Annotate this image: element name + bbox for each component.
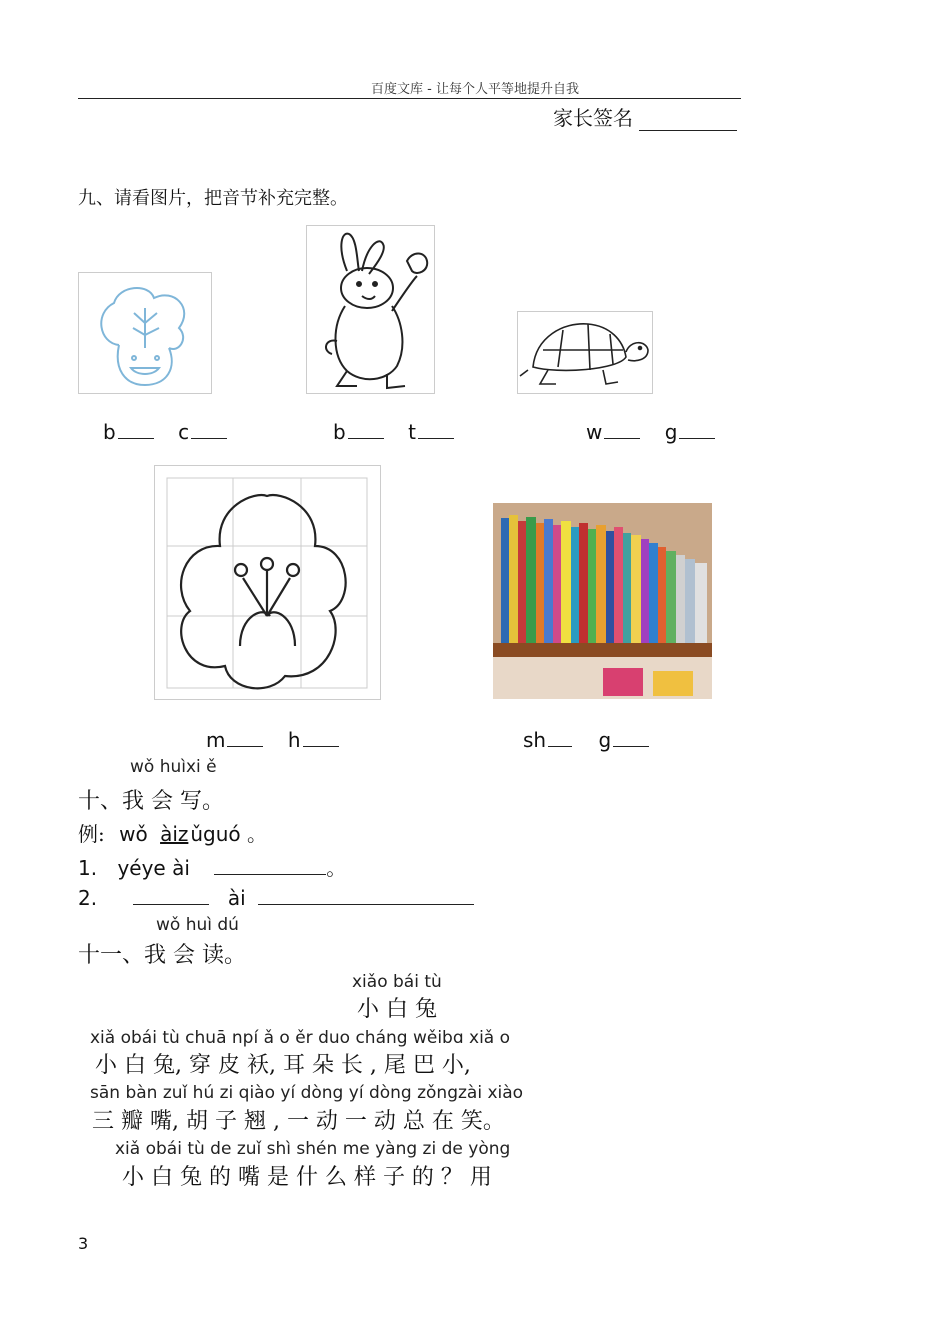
rabbit-picture	[306, 225, 435, 394]
turtle-picture	[517, 311, 653, 394]
question-10-title: 十、我 会 写。	[78, 789, 224, 814]
syllable-initial: sh	[523, 728, 547, 752]
syllable-blank[interactable]	[303, 728, 339, 747]
syllable-initial: c	[178, 420, 190, 444]
question-10-item-2	[78, 886, 474, 910]
question-10-example	[78, 818, 267, 847]
syllable-blank[interactable]	[191, 420, 227, 439]
header-divider	[78, 98, 741, 99]
syllable-blank[interactable]	[613, 728, 649, 747]
poem-line-3-pinyin: xiǎ obái tù de zuǐ shì shén me yàng zi de yòng	[115, 1139, 511, 1159]
syllable-initial: w	[586, 420, 603, 444]
syllable-blank[interactable]	[604, 420, 640, 439]
syllable-blank[interactable]	[348, 420, 384, 439]
syllable-blanks-bok-choy	[103, 420, 227, 444]
syllable-initial: b	[103, 420, 116, 444]
syllable-blanks-blossom	[206, 728, 339, 752]
bookshelf-picture	[493, 503, 712, 699]
answer-line[interactable]	[258, 886, 474, 905]
plum-blossom-picture	[154, 465, 381, 700]
question-11-pinyin: wǒ huì dú	[156, 915, 239, 935]
parent-signature	[553, 102, 737, 131]
item-pinyin: ài	[227, 886, 246, 910]
syllable-initial: m	[206, 728, 226, 752]
example-pinyin: ǔguó 。	[190, 822, 268, 846]
example-label: 例:	[78, 822, 105, 846]
syllable-initial: g	[664, 420, 678, 444]
syllable-blank[interactable]	[679, 420, 715, 439]
syllable-initial: g	[598, 728, 612, 752]
syllable-blanks-rabbit	[333, 420, 454, 444]
document-header: 百度文库 - 让每个人平等地提升自我	[371, 82, 579, 97]
question-10-pinyin: wǒ huìxi ě	[130, 757, 217, 777]
answer-line[interactable]	[214, 856, 326, 875]
syllable-blank[interactable]	[118, 420, 154, 439]
syllable-blank[interactable]	[548, 728, 572, 747]
question-10-item-1	[78, 852, 346, 881]
poem-line-2: 三 瓣 嘴, 胡 子 翘 , 一 动 一 动 总 在 笑。	[92, 1109, 505, 1134]
bok-choy-picture	[78, 272, 212, 394]
syllable-blank[interactable]	[227, 728, 263, 747]
poem-line-2-pinyin: sān bàn zuǐ hú zi qiào yí dòng yí dòng zǒngzài xiào	[90, 1083, 524, 1103]
poem-line-3: 小 白 兔 的 嘴 是 什 么 样 子 的 ？ 用	[122, 1165, 492, 1190]
signature-line[interactable]	[639, 112, 737, 131]
question-11-title: 十一、我 会 读。	[78, 943, 246, 968]
item-number: 2.	[78, 886, 98, 910]
poem-title: 小 白 兔	[357, 997, 437, 1022]
example-underlined-pinyin: àiz	[160, 822, 189, 846]
poem-title-pinyin: xiǎo bái tù	[352, 972, 442, 992]
syllable-initial: t	[408, 420, 416, 444]
syllable-blanks-turtle	[586, 420, 715, 444]
poem-line-1: 小 白 兔, 穿 皮 袄, 耳 朵 长 , 尾 巴 小,	[95, 1053, 471, 1078]
syllable-blank[interactable]	[418, 420, 454, 439]
syllable-blanks-bookshelf	[523, 728, 649, 752]
page-number: 3	[78, 1234, 89, 1253]
answer-line[interactable]	[133, 886, 209, 905]
syllable-initial: b	[333, 420, 346, 444]
poem-line-1-pinyin: xiǎ obái tù chuā npí ǎ o ěr duo cháng wěibɑ xiǎ o	[90, 1028, 511, 1048]
item-number: 1.	[78, 856, 98, 880]
example-pinyin: wǒ	[119, 822, 148, 846]
signature-label: 家长签名	[553, 106, 633, 130]
question-9-title: 九、请看图片，把音节补充完整。	[78, 188, 348, 209]
item-pinyin: yéye ài	[117, 856, 190, 880]
item-end: 。	[326, 856, 347, 880]
syllable-initial: h	[287, 728, 301, 752]
